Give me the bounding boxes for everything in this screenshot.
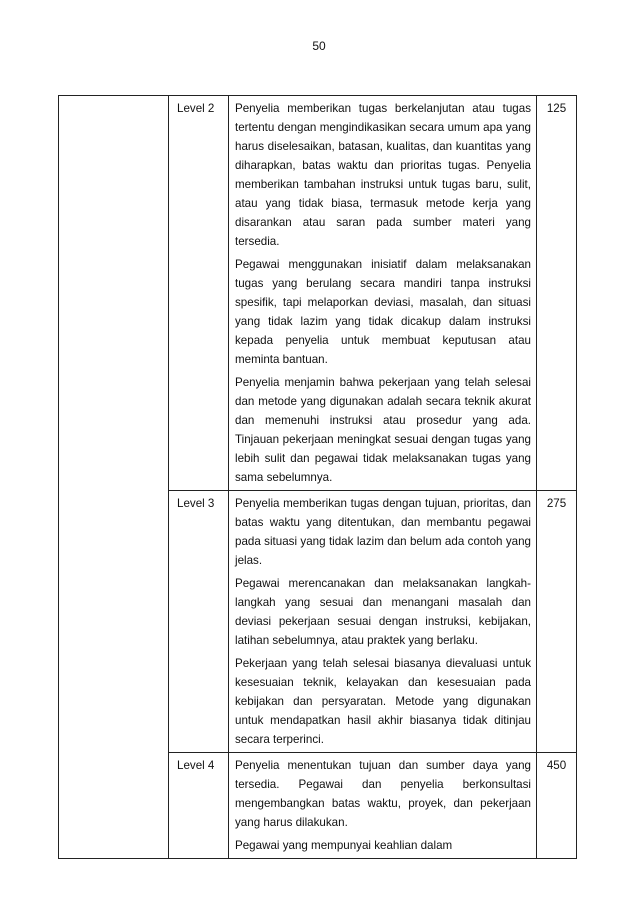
level-label: Level 4 [169,753,229,859]
level-description [229,753,537,859]
page-number: 50 [312,39,326,53]
level-points: 275 [537,491,577,753]
level-description [229,491,537,753]
description-paragraph: Penyelia memberikan tugas berkelanjutan atau tugas tertentu dengan mengindikasikan secara umum apa yang harus diselesaikan, batasan, kualitas, dan kuantitas yang diharapkan, batas waktu dan prioritas tugas. Penyelia memberikan tambahan instruksi untuk tugas baru, sulit, atau yang tidak biasa, termasuk metode kerja yang disarankan atau saran pada sumber materi yang tersedia. [235,102,531,248]
level-description [229,96,537,491]
description-paragraph: Penyelia menjamin bahwa pekerjaan yang telah selesai dan metode yang digunakan adalah secara teknik akurat dan memenuhi instruksi atau prosedur yang ada. Tinjauan pekerjaan meningkat sesuai dengan tugas yang lebih sulit dan pegawai tidak melaksanakan tugas yang sama sebelumnya. [235,376,531,484]
description-paragraph: Pegawai merencanakan dan melaksanakan langkah-langkah yang sesuai dan menangani masalah dan deviasi pekerjaan sesuai dengan instruksi, kebijakan, latihan sebelumnya, atau praktek yang berlaku. [235,577,531,647]
description-paragraph: Pegawai menggunakan inisiatif dalam melaksanakan tugas yang berulang secara mandiri tanpa instruksi spesifik, tapi melaporkan deviasi, masalah, dan situasi yang tidak lazim yang tidak dicakup dalam instruksi kepada penyelia untuk membuat keputusan atau meminta bantuan. [235,258,531,366]
level-label: Level 3 [169,491,229,753]
factor-cell-empty [59,96,169,859]
level-label: Level 2 [169,96,229,491]
description-paragraph: Penyelia menentukan tujuan dan sumber daya yang tersedia. Pegawai dan penyelia berkonsultasi mengembangkan batas waktu, proyek, dan pekerjaan yang harus dilakukan. [235,759,531,829]
description-paragraph: Penyelia memberikan tugas dengan tujuan, prioritas, dan batas waktu yang ditentukan, dan membantu pegawai pada situasi yang tidak lazim dan belum ada contoh yang jelas. [235,497,531,567]
table-row [59,96,577,491]
level-points: 125 [537,96,577,491]
description-paragraph: Pekerjaan yang telah selesai biasanya dievaluasi untuk kesesuaian teknik, kelayakan dan kesesuaian pada kebijakan dan persyaratan. Metode yang digunakan untuk mendapatkan hasil akhir biasanya tidak ditinjau secara terperinci. [235,657,531,746]
level-criteria-table [58,95,577,859]
level-points: 450 [537,753,577,859]
description-paragraph: Pegawai yang mempunyai keahlian dalam [235,839,453,852]
